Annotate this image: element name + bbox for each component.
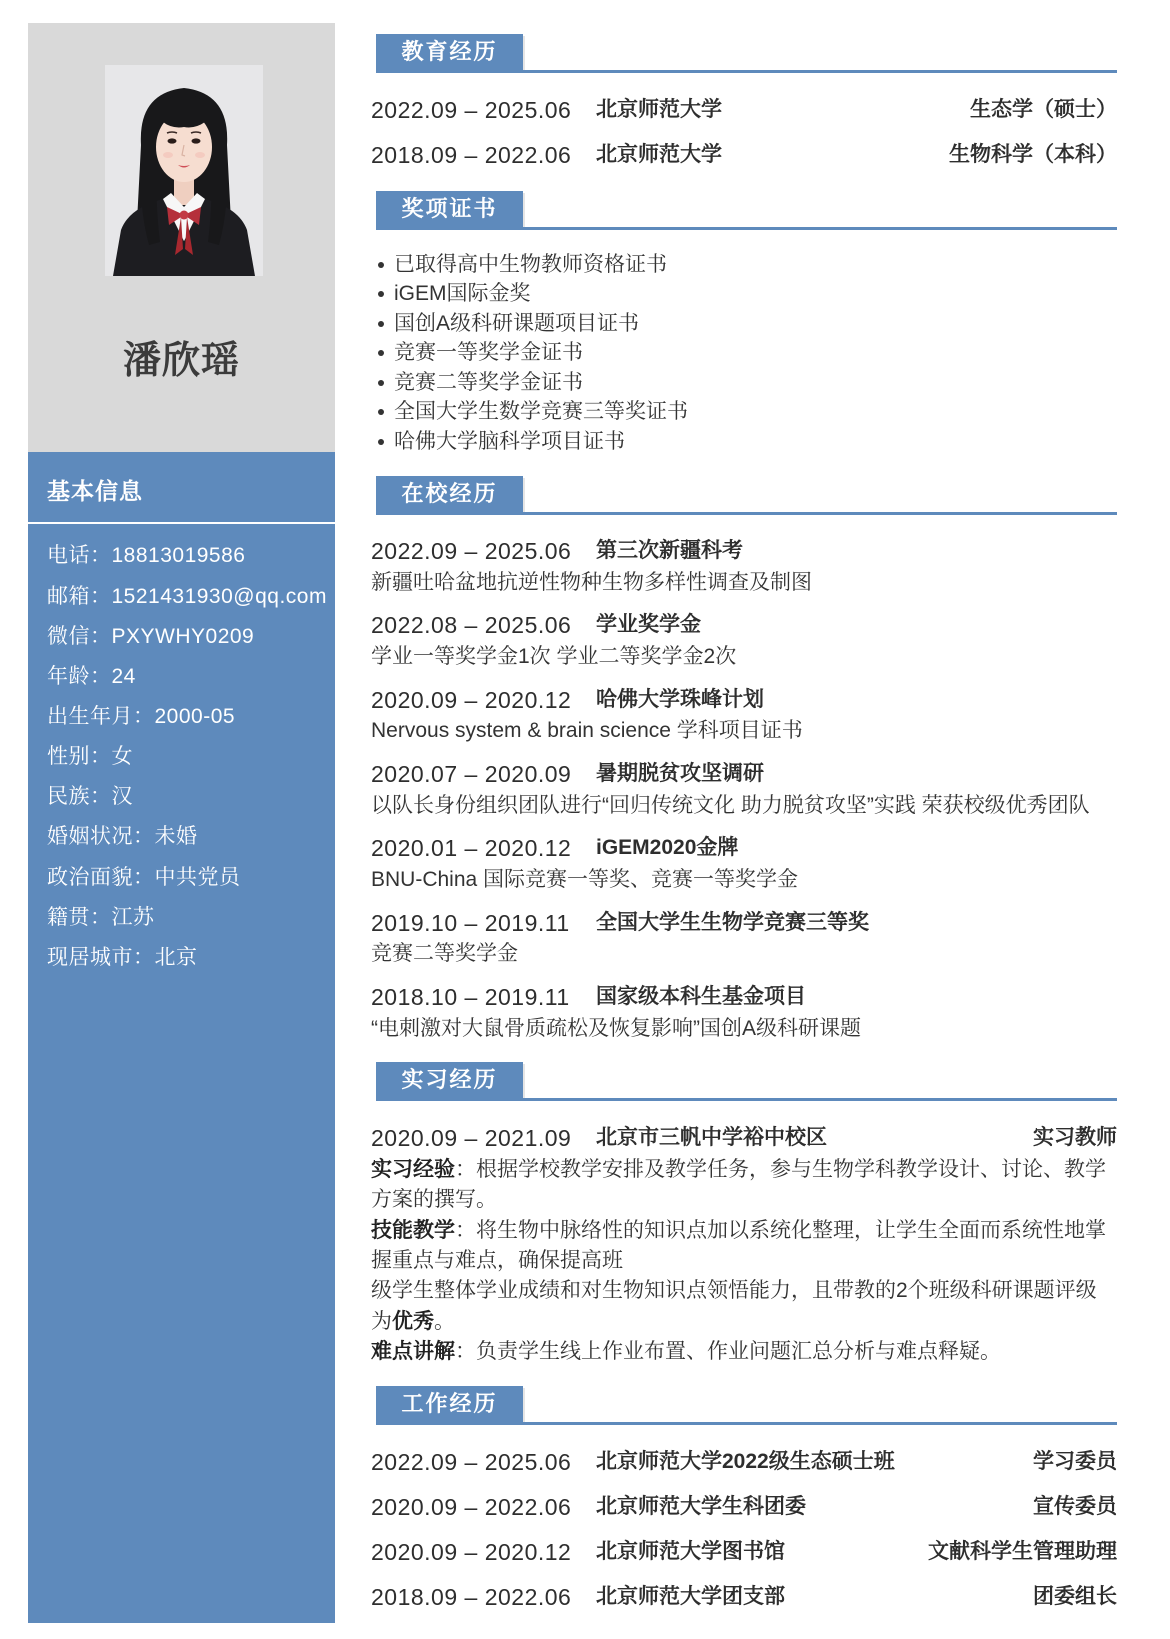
info-separator: ： [133,825,155,848]
entry-title: 全国大学生生物学竞赛三等奖 [596,911,869,934]
info-label: 出生年月 [47,705,133,728]
entry-major: 生态学（硕士） [970,98,1117,121]
award-item [378,338,1117,368]
candidate-name: 潘欣瑶 [122,340,240,382]
entry-organization: 北京师范大学2022级生态硕士班 [596,1450,895,1473]
info-label: 政治面貌 [47,866,133,889]
entry-title: 学业奖学金 [596,613,701,636]
entry-description: “电刺激对大鼠骨质疏松及恢复影响”国创A级科研课题 [371,1017,861,1040]
section-divider [376,1098,1117,1101]
entry-role: 学习委员 [1033,1450,1117,1473]
award-text: 已取得高中生物教师资格证书 [394,253,667,276]
entry-period: 2019.10 – 2019.11 [371,910,570,936]
detail-text: 方案的撰写。 [371,1188,497,1211]
entry-title: 第三次新疆科考 [596,539,743,562]
award-text: iGEM国际金奖 [394,282,531,305]
info-label: 现居城市 [47,946,133,969]
info-label: 民族 [47,785,90,808]
entry-description: Nervous system & brain science 学科项目证书 [371,719,803,742]
award-text: 竞赛二等奖学金证书 [394,371,583,394]
info-value: 未婚 [154,825,198,848]
internship-detail-line [371,1276,1117,1306]
award-text: 国创A级科研课题项目证书 [394,312,640,335]
entry-period: 2020.09 – 2022.06 [371,1494,572,1520]
entry-period: 2018.10 – 2019.11 [371,984,570,1010]
entry-major: 生物科学（本科） [949,143,1117,166]
work-entry [371,1582,1117,1612]
entry-period: 2020.01 – 2020.12 [371,835,572,861]
bullet-icon [378,321,384,327]
info-separator: ： [133,866,155,889]
info-item-current-city [47,943,198,973]
info-value: 1521431930@qq.com [111,585,327,608]
entry-period: 2022.09 – 2025.06 [371,97,572,123]
entry-description: 竞赛二等奖学金 [371,942,518,965]
work-entry [371,1447,1117,1477]
basic-info-divider [28,522,335,524]
info-item-birth-date [47,702,235,732]
info-separator: ： [90,745,112,768]
section-divider [376,1422,1117,1425]
info-item-phone [47,541,245,571]
basic-info-title: 基本信息 [47,478,143,504]
info-value: 汉 [111,785,133,808]
info-item-political-status [47,863,241,893]
internship-detail-line [371,1246,1117,1276]
info-label: 微信 [47,625,90,648]
bullet-icon [378,409,384,415]
education-entry [371,95,1117,125]
info-item-wechat [47,622,254,652]
entry-title: 哈佛大学珠峰计划 [596,688,764,711]
entry-organization: 北京师范大学生科团委 [596,1495,806,1518]
detail-text: 级学生整体学业成绩和对生物知识点领悟能力，且带教的2个班级科研课题评级 [371,1279,1097,1302]
award-item [378,397,1117,427]
entry-period: 2020.09 – 2020.12 [371,1539,572,1565]
info-item-ethnicity [47,782,133,812]
info-item-marital-status [47,822,198,852]
bullet-icon [378,291,384,297]
education-entry [371,140,1117,170]
entry-role: 实习教师 [1033,1126,1117,1149]
entry-title: 国家级本科生基金项目 [596,985,806,1008]
entry-school: 北京师范大学 [596,143,722,166]
detail-label: 技能教学 [371,1219,455,1242]
section-divider [376,512,1117,515]
entry-title: iGEM2020金牌 [596,836,739,859]
entry-period: 2018.09 – 2022.06 [371,1584,572,1610]
entry-school: 北京师范大学 [596,98,722,121]
campus-entry [371,982,1117,1012]
section-title-work: 工作经历 [376,1386,523,1422]
detail-text: ：将生物中脉络性的知识点加以系统化整理，让学生全面而系统性地掌 [455,1219,1106,1242]
campus-entry [371,833,1117,863]
info-item-age [47,662,136,692]
info-label: 邮箱 [47,585,90,608]
award-item [378,250,1117,280]
info-separator: ： [90,665,112,688]
award-text: 全国大学生数学竞赛三等奖证书 [394,400,688,423]
section-divider [376,70,1117,73]
entry-period: 2020.09 – 2020.12 [371,687,572,713]
bullet-icon [378,380,384,386]
campus-entry [371,759,1117,789]
info-label: 电话 [47,544,90,567]
entry-organization: 北京师范大学图书馆 [596,1540,785,1563]
info-value: 女 [111,745,133,768]
section-title-awards: 奖项证书 [376,191,523,227]
detail-highlight: 优秀 [392,1310,434,1333]
award-item [378,309,1117,339]
award-item [378,427,1117,457]
entry-period: 2018.09 – 2022.06 [371,142,572,168]
entry-period: 2020.07 – 2020.09 [371,761,572,787]
detail-text: 为 [371,1310,392,1333]
entry-description: 新疆吐哈盆地抗逆性物种生物多样性调查及制图 [371,571,812,594]
entry-title: 暑期脱贫攻坚调研 [596,762,764,785]
info-separator: ： [90,906,112,929]
entry-description: 以队长身份组织团队进行“回归传统文化 助力脱贫攻坚”实践 荣获校级优秀团队 [371,794,1090,817]
entry-role: 文献科学生管理助理 [928,1540,1117,1563]
award-item [378,279,1117,309]
info-separator: ： [90,544,112,567]
info-label: 婚姻状况 [47,825,133,848]
entry-organization: 北京师范大学团支部 [596,1585,785,1608]
info-value: 2000-05 [154,705,236,728]
award-item [378,368,1117,398]
info-value: 24 [111,665,136,688]
campus-entry [371,536,1117,566]
campus-entry [371,908,1117,938]
detail-label: 难点讲解 [371,1340,455,1363]
info-value: 北京 [154,946,198,969]
internship-detail-line [371,1307,1117,1337]
info-separator: ： [90,785,112,808]
internship-detail-line [371,1185,1117,1215]
entry-period: 2022.08 – 2025.06 [371,612,572,638]
detail-label: 实习经验 [371,1158,455,1181]
campus-entry [371,685,1117,715]
award-text: 竞赛一等奖学金证书 [394,341,583,364]
section-divider [376,227,1117,230]
section-title-education: 教育经历 [376,34,523,70]
entry-period: 2020.09 – 2021.09 [371,1125,572,1151]
internship-detail-line [371,1155,1117,1185]
detail-text: 。 [434,1310,455,1333]
info-label: 年龄 [47,665,90,688]
info-separator: ： [90,625,112,648]
bullet-icon [378,262,384,268]
bullet-icon [378,439,384,445]
info-value: PXYWHY0209 [111,625,255,648]
internship-entry [371,1123,1117,1153]
info-label: 性别 [47,745,90,768]
internship-detail-line [371,1337,1117,1367]
entry-organization: 北京市三帆中学裕中校区 [596,1126,827,1149]
info-item-gender [47,742,133,772]
info-separator: ： [133,946,155,969]
info-value: 江苏 [111,906,155,929]
detail-text: 握重点与难点，确保提高班 [371,1249,623,1272]
info-separator: ： [90,585,112,608]
bullet-icon [378,350,384,356]
info-label: 籍贯 [47,906,90,929]
entry-role: 团委组长 [1033,1585,1117,1608]
section-title-campus: 在校经历 [376,476,523,512]
info-separator: ： [133,705,155,728]
portrait-icon [105,65,263,276]
section-title-internship: 实习经历 [376,1062,523,1098]
detail-text: ：负责学生线上作业布置、作业问题汇总分析与难点释疑。 [455,1340,1001,1363]
info-value: 18813019586 [111,544,246,567]
entry-description: 学业一等奖学金1次 学业二等奖学金2次 [371,645,737,668]
award-text: 哈佛大学脑科学项目证书 [394,430,625,453]
info-item-email [47,582,327,612]
entry-role: 宣传委员 [1033,1495,1117,1518]
internship-detail-line [371,1216,1117,1246]
info-value: 中共党员 [154,866,241,889]
work-entry [371,1537,1117,1567]
entry-period: 2022.09 – 2025.06 [371,1449,572,1475]
entry-description: BNU-China 国际竞赛一等奖、竞赛一等奖学金 [371,868,799,891]
detail-text: ：根据学校教学安排及教学任务，参与生物学科教学设计、讨论、教学 [455,1158,1106,1181]
entry-period: 2022.09 – 2025.06 [371,538,572,564]
profile-photo [105,65,263,276]
campus-entry [371,610,1117,640]
info-item-hometown [47,903,155,933]
work-entry [371,1492,1117,1522]
